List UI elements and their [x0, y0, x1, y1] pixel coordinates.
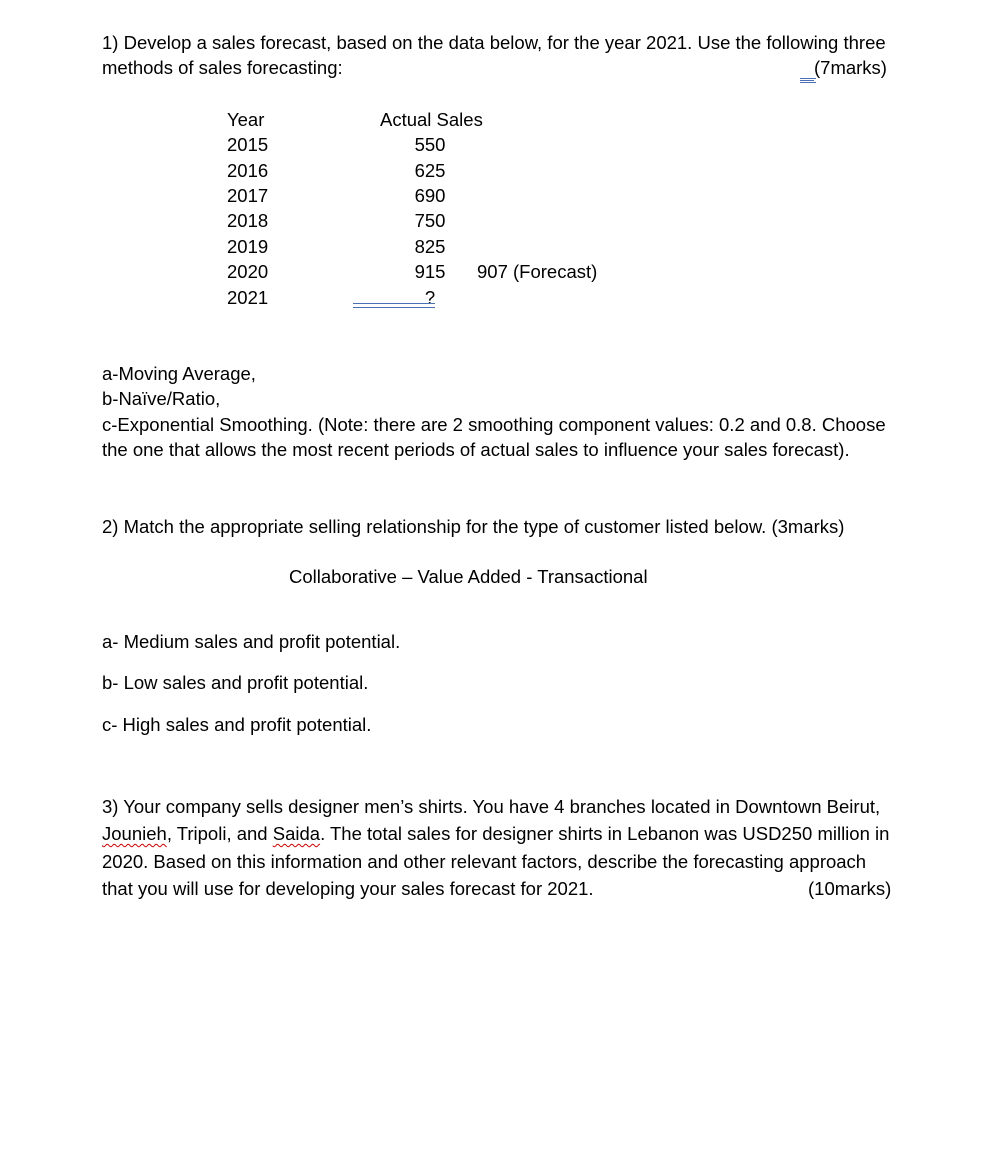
method-a: a-Moving Average, [102, 363, 256, 384]
q2-options: Collaborative – Value Added - Transactional [289, 566, 648, 587]
table-year: 2018 [227, 210, 269, 231]
method-c-line2: the one that allows the most recent periods of actual sales to influence your sales forecast). [102, 439, 850, 460]
table-sales: 690 [414, 185, 446, 206]
table-year: 2016 [227, 160, 269, 181]
table-sales: 750 [414, 210, 446, 231]
table-sales: 550 [414, 134, 446, 155]
forecast-note: 907 (Forecast) [477, 261, 598, 282]
table-sales: 915 [414, 261, 446, 282]
q3-marks: (10marks) [808, 878, 892, 899]
q3-line4: that you will use for developing your sales forecast for 2021. [102, 878, 594, 899]
table-sales: 625 [414, 160, 446, 181]
table-year: 2021 [227, 287, 269, 308]
q3-line3: 2020. Based on this information and other relevant factors, describe the forecasting approach [102, 851, 867, 872]
table-sales: 825 [414, 236, 446, 257]
q3-word-saida: Saida [272, 823, 321, 844]
table-year: 2020 [227, 261, 269, 282]
q3-line1: 3) Your company sells designer men’s shirts. You have 4 branches located in Downtown Beirut, [102, 796, 881, 817]
q1-marks: (7marks) [800, 55, 887, 80]
answer-underline [353, 303, 435, 308]
table-year: 2019 [227, 236, 269, 257]
q1-line1: 1) Develop a sales forecast, based on the data below, for the year 2021. Use the following three [102, 32, 886, 53]
q2-item-b: b- Low sales and profit potential. [102, 672, 369, 693]
table-sales-unknown: ? [424, 287, 436, 308]
q1-line2: methods of sales forecasting: [102, 57, 343, 78]
method-c-line1: c-Exponential Smoothing. (Note: there are 2 smoothing component values: 0.2 and 0.8. Choose [102, 414, 886, 435]
table-year: 2017 [227, 185, 269, 206]
table-year: 2015 [227, 134, 269, 155]
q2-line: 2) Match the appropriate selling relationship for the type of customer listed below. (3marks) [102, 516, 845, 537]
q2-item-c: c- High sales and profit potential. [102, 714, 372, 735]
q3-line2: Jounieh, Tripoli, and Saida. The total sales for designer shirts in Lebanon was USD250 million in [102, 823, 890, 844]
q3-word-jounieh: Jounieh [102, 823, 167, 844]
method-b: b-Naïve/Ratio, [102, 388, 221, 409]
table-header-year: Year [227, 109, 265, 130]
table-header-sales: Actual Sales [380, 109, 483, 130]
q1-marks-underline [800, 78, 816, 83]
q2-item-a: a- Medium sales and profit potential. [102, 631, 401, 652]
